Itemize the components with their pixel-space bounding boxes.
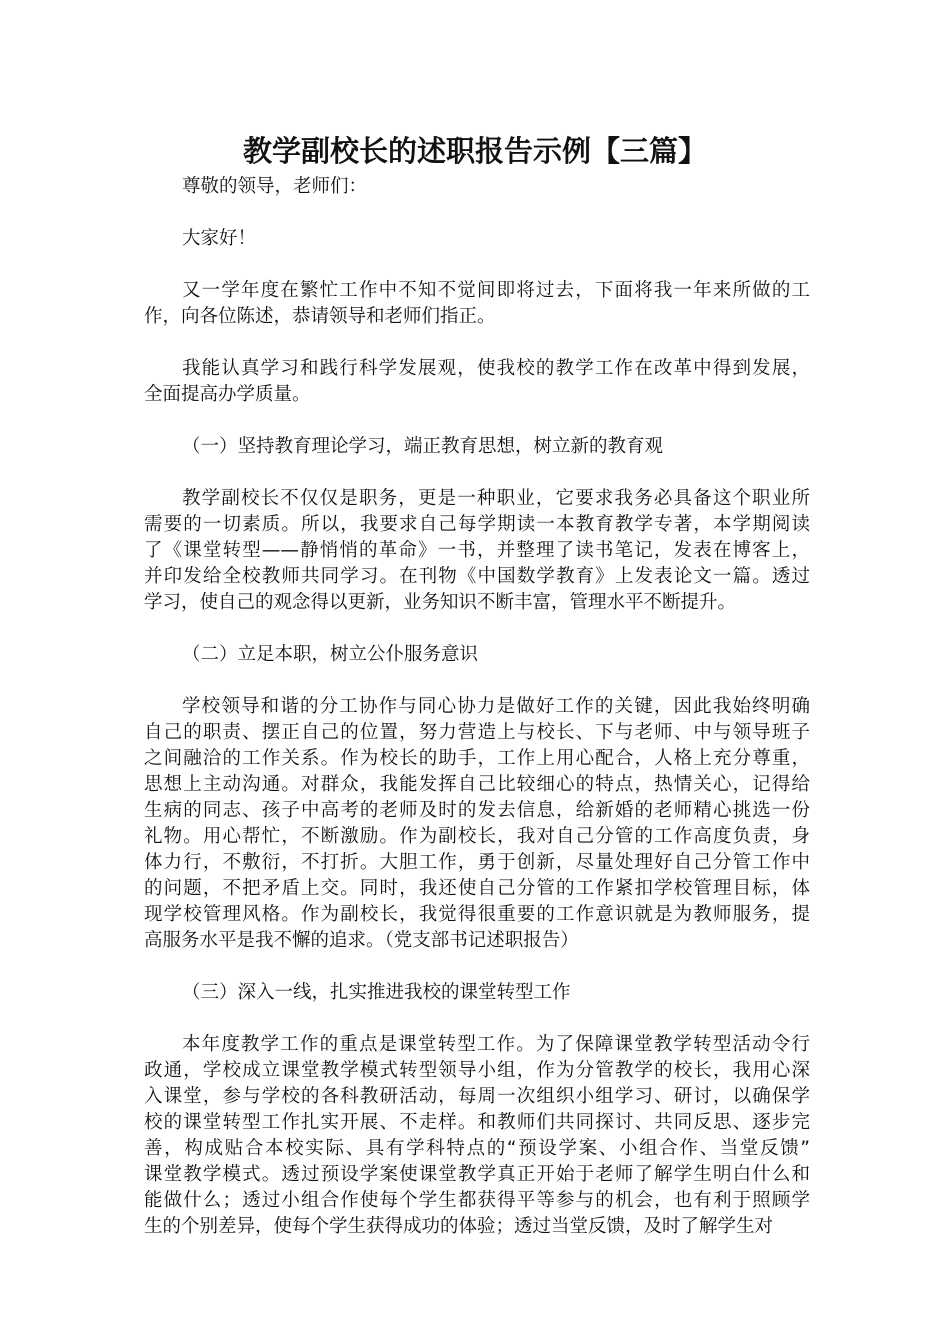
paragraph <box>144 694 810 954</box>
text-line: 政通，学校成立课堂教学模式转型领导小组，作为分管教学的校长，我用心深 <box>144 1060 810 1081</box>
text-line: 我能认真学习和践行科学发展观，使我校的教学工作在改革中得到发展， <box>182 358 810 379</box>
text-line: 能做什么；透过小组合作使每个学生都获得平等参与的机会，也有利于照顾学 <box>144 1190 810 1211</box>
paragraph <box>144 226 810 252</box>
paragraph <box>144 356 810 408</box>
text-line: 校的课堂转型工作扎实开展、不走样。和教师们共同探讨、共同反思、逐步完 <box>144 1112 810 1133</box>
text-line: 课堂教学模式。透过预设学案使课堂教学真正开始于老师了解学生明白什么和 <box>144 1164 810 1185</box>
text-line: 自己的职责、摆正自己的位置，努力营造上与校长、下与老师、中与领导班子 <box>144 722 810 743</box>
text-line: 学校领导和谐的分工协作与同心协力是做好工作的关键，因此我始终明确 <box>182 696 810 717</box>
text-line: 思想上主动沟通。对群众，我能发挥自己比较细心的特点，热情关心，记得给 <box>144 774 810 795</box>
text-line: 的问题，不把矛盾上交。同时，我还使自己分管的工作紧扣学校管理目标，体 <box>144 878 810 899</box>
text-line: 作，向各位陈述，恭请领导和老师们指正。 <box>144 306 496 327</box>
text-line: 大家好！ <box>182 228 257 249</box>
text-line: 生的个别差异，使每个学生获得成功的体验；透过当堂反馈，及时了解学生对 <box>144 1216 774 1237</box>
text-line: 并印发给全校教师共同学习。在刊物《中国数学教育》上发表论文一篇。透过 <box>144 566 810 587</box>
text-line: 全面提高办学质量。 <box>144 384 311 405</box>
text-line: 之间融洽的工作关系。作为校长的助手，工作上用心配合，人格上充分尊重， <box>144 748 810 769</box>
text-line: 学习，使自己的观念得以更新，业务知识不断丰富，管理水平不断提升。 <box>144 592 737 613</box>
text-line: 教学副校长不仅仅是职务，更是一种职业，它要求我务必具备这个职业所 <box>182 488 810 509</box>
paragraph <box>144 434 810 460</box>
paragraph <box>144 1032 810 1240</box>
text-line: 尊敬的领导，老师们： <box>182 176 368 197</box>
text-line: 生病的同志、孩子中高考的老师及时的发去信息，给新婚的老师精心挑选一份 <box>144 800 810 821</box>
text-line: （二）立足本职，树立公仆服务意识 <box>182 644 479 665</box>
text-line: 了《课堂转型——静悄悄的革命》一书，并整理了读书笔记，发表在博客上， <box>144 540 810 561</box>
paragraph <box>144 642 810 668</box>
paragraph <box>144 980 810 1006</box>
text-line: 入课堂，参与学校的各科教研活动，每周一次组织小组学习、研讨，以确保学 <box>144 1086 810 1107</box>
document-body <box>144 174 810 1240</box>
text-line: 本年度教学工作的重点是课堂转型工作。为了保障课堂教学转型活动令行 <box>182 1034 810 1055</box>
paragraph <box>144 174 810 200</box>
text-line: （一）坚持教育理论学习，端正教育思想，树立新的教育观 <box>182 436 664 457</box>
text-line: 高服务水平是我不懈的追求。（党支部书记述职报告） <box>144 930 579 951</box>
paragraph <box>144 486 810 616</box>
text-line: 礼物。用心帮忙，不断激励。作为副校长，我对自己分管的工作高度负责，身 <box>144 826 810 847</box>
text-line: 现学校管理风格。作为副校长，我觉得很重要的工作意识就是为教师服务，提 <box>144 904 810 925</box>
document-title: 教学副校长的述职报告示例【三篇】 <box>242 134 707 168</box>
text-line: 善，构成贴合本校实际、具有学科特点的“预设学案、小组合作、当堂反馈” <box>144 1138 810 1159</box>
text-line: 体力行，不敷衍，不打折。大胆工作，勇于创新，尽量处理好自己分管工作中 <box>144 852 810 873</box>
text-line: 需要的一切素质。所以，我要求自己每学期读一本教育教学专著，本学期阅读 <box>144 514 810 535</box>
text-line: （三）深入一线，扎实推进我校的课堂转型工作 <box>182 982 571 1003</box>
text-line: 又一学年度在繁忙工作中不知不觉间即将过去，下面将我一年来所做的工 <box>182 280 810 301</box>
paragraph <box>144 278 810 330</box>
